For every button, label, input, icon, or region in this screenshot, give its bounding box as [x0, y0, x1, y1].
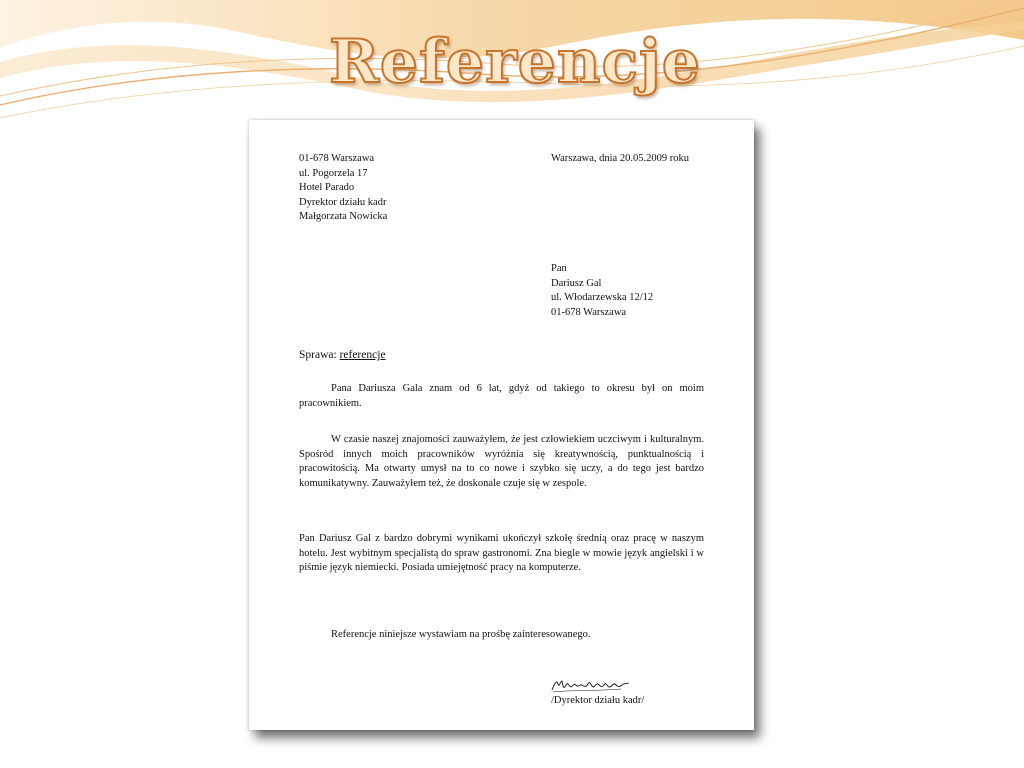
subject-value: referencje — [339, 349, 386, 361]
slide-title: Referencje — [329, 27, 701, 97]
signature-title: /Dyrektor działu kadr/ — [551, 695, 645, 706]
sender-line: ul. Pogorzela 17 — [299, 167, 368, 179]
sender-line: 01-678 Warszawa — [299, 153, 375, 164]
sender-line: Hotel Parado — [299, 182, 355, 193]
recipient-line: ul. Włodarzewska 12/12 — [551, 292, 654, 303]
sender-address — [299, 152, 387, 225]
handwritten-signature — [551, 678, 631, 694]
sender-line: Dyrektor działu kadr — [299, 196, 387, 208]
recipient-line: Dariusz Gal — [551, 277, 602, 289]
sender-line: Małgorzata Nowicka — [299, 211, 388, 222]
recipient-line: Pan — [551, 263, 567, 274]
letter-paragraph: Pana Dariusza Gala znam od 6 lat, gdyż od takiego to okresu był on moim pracownikiem. — [299, 383, 704, 409]
letter-date: Warszawa, dnia 20.05.2009 roku — [551, 153, 689, 164]
letter-paragraph: Pan Dariusz Gal z bardzo dobrymi wynikami ukończył szkołę średnią oraz pracę w naszym hotelu. Jest wybitnym specjalistą do spraw gastronomi. Zna biegle w mowie język angielski i w piśmie język niemiecki. Posiada umiejętność pracy na komputerze. — [299, 533, 704, 573]
letter-paragraph: W czasie naszej znajomości zauważyłem, że jest człowiekiem uczciwym i kulturalnym. Spośród innych moich pracowników wyróżnia się kreatywnością, punktualnością i pracowitością. Ma otwarty umysł na to co nowe i szybko się uczy, a do tego jest bardzo komunikatywny. Zauważyłem też, że doskonale czuje się w zespole. — [299, 434, 704, 489]
letter-subject — [299, 348, 386, 363]
recipient-line: 01-678 Warszawa — [551, 306, 627, 318]
letter-page — [249, 120, 754, 730]
letter-paragraph: Referencje niniejsze wystawiam na prośbę zainteresowanego. — [331, 629, 591, 640]
recipient-address — [551, 262, 653, 320]
subject-label: Sprawa: — [299, 349, 340, 361]
